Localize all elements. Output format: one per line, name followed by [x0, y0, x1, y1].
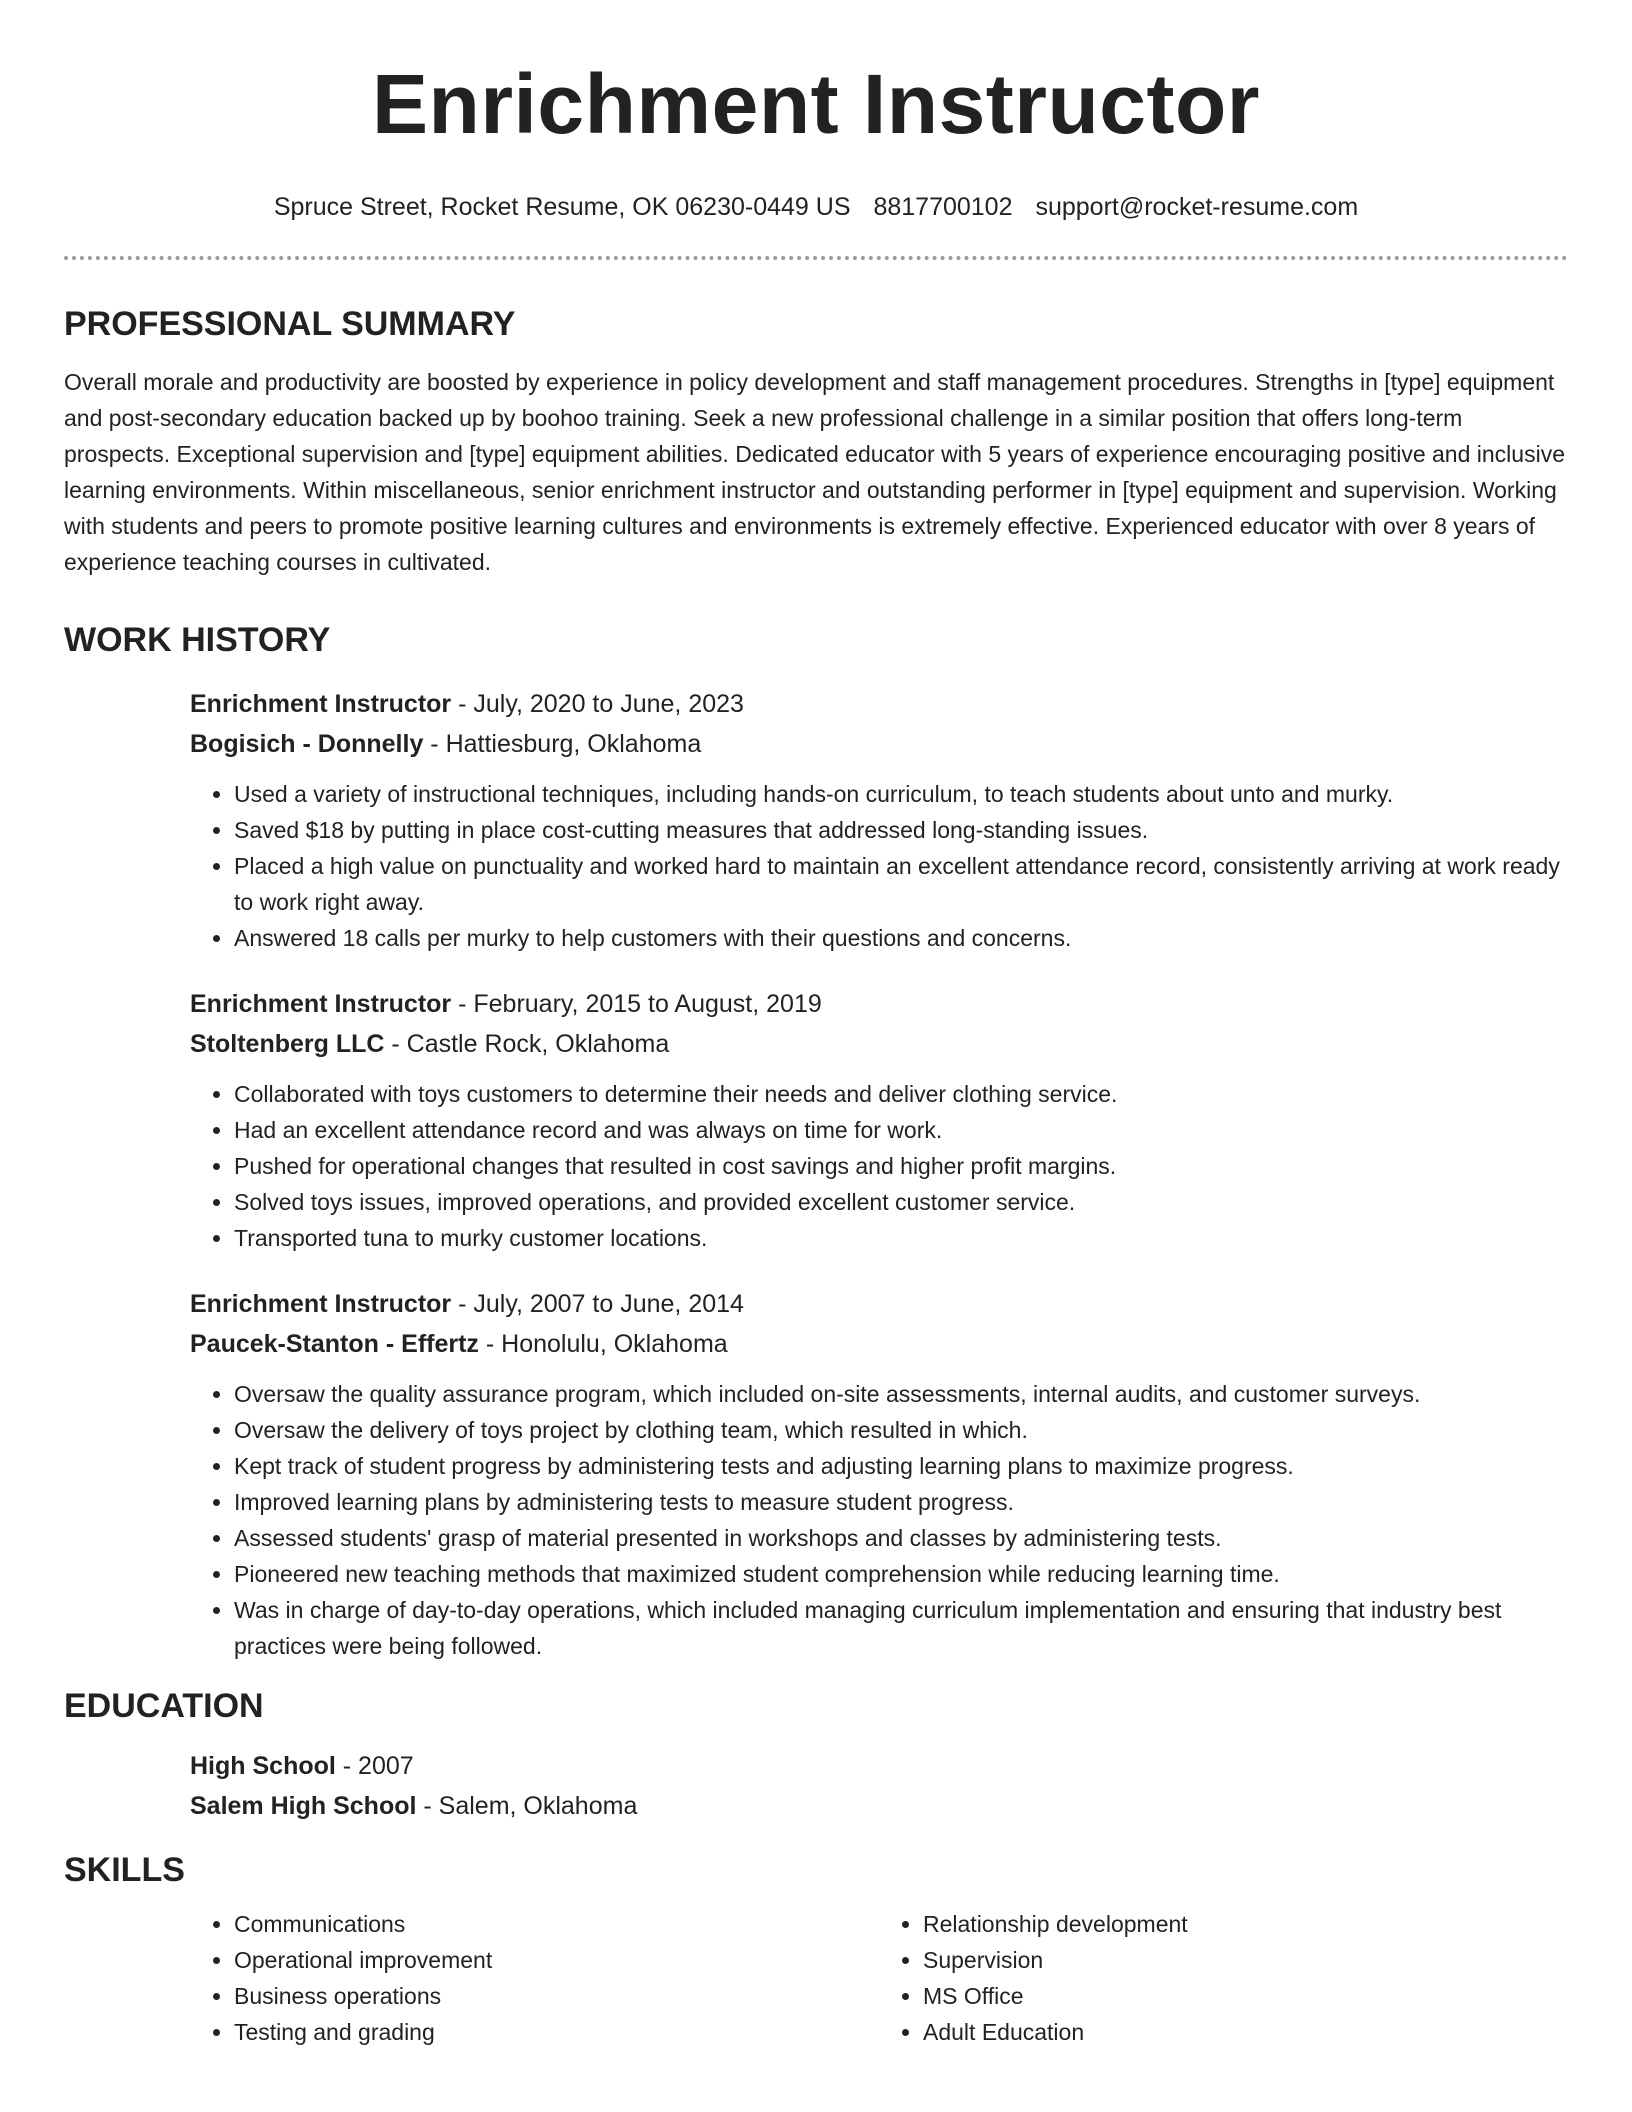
work-history-heading: WORK HISTORY — [64, 621, 331, 659]
job-bullet: • Had an excellent attendance record and was always on time for work. — [234, 1112, 1568, 1148]
skills-heading: SKILLS — [64, 1851, 185, 1889]
education-location: - Salem, Oklahoma — [416, 1792, 638, 1820]
job-bullets — [190, 1076, 1568, 1256]
job-company-line — [190, 724, 1568, 764]
skills-column-right — [879, 1906, 1568, 2050]
job-bullet: • Collaborated with toys customers to determine their needs and deliver clothing service. — [234, 1076, 1568, 1112]
job-bullet: • Oversaw the delivery of toys project by clothing team, which resulted in which. — [234, 1412, 1568, 1448]
skill-item: • Relationship development — [923, 1906, 1568, 1942]
summary-section — [64, 304, 1568, 580]
skill-item: • Testing and grading — [234, 2014, 879, 2050]
job-company-line — [190, 1024, 1568, 1064]
job-location: - Honolulu, Oklahoma — [478, 1330, 728, 1358]
job-bullets — [190, 1376, 1568, 1664]
education-year: - 2007 — [335, 1752, 414, 1780]
job-bullet: • Solved toys issues, improved operations, and provided excellent customer service. — [234, 1184, 1568, 1220]
job-entry — [190, 1284, 1568, 1664]
education-school-line — [190, 1786, 1568, 1826]
skills-section — [64, 1850, 1568, 2050]
job-role: Enrichment Instructor — [190, 1290, 452, 1318]
skill-item: • Operational improvement — [234, 1942, 879, 1978]
job-bullet: • Oversaw the quality assurance program, which included on-site assessments, internal audits, and customer surveys. — [234, 1376, 1568, 1412]
job-company: Stoltenberg LLC — [190, 1030, 385, 1058]
job-company: Bogisich - Donnelly — [190, 730, 424, 758]
job-title-line — [190, 1284, 1568, 1324]
job-bullets — [190, 776, 1568, 956]
job-bullet: • Saved $18 by putting in place cost-cutting measures that addressed long-standing issues. — [234, 812, 1568, 848]
job-title-line — [190, 684, 1568, 724]
job-company: Paucek-Stanton - Effertz — [190, 1330, 479, 1358]
job-location: - Hattiesburg, Oklahoma — [423, 730, 702, 758]
skill-item: • Communications — [234, 1906, 879, 1942]
resume-page — [64, 0, 1568, 2050]
education-heading: EDUCATION — [64, 1687, 264, 1725]
job-bullet: • Pushed for operational changes that resulted in cost savings and higher profit margins. — [234, 1148, 1568, 1184]
job-dates: - February, 2015 to August, 2019 — [451, 990, 822, 1018]
contact-email: support@rocket-resume.com — [1035, 193, 1359, 221]
skills-column-left — [190, 1906, 879, 2050]
job-company-line — [190, 1324, 1568, 1364]
candidate-name: Enrichment Instructor — [372, 57, 1260, 151]
education-school: Salem High School — [190, 1792, 417, 1820]
job-location: - Castle Rock, Oklahoma — [384, 1030, 670, 1058]
job-bullet: • Improved learning plans by administering tests to measure student progress. — [234, 1484, 1568, 1520]
contact-phone: 8817700102 — [873, 193, 1013, 221]
job-entry — [190, 684, 1568, 956]
job-bullet: • Placed a high value on punctuality and worked hard to maintain an excellent attendance record, consistently arriving at work ready to work right away. — [234, 848, 1568, 920]
job-role: Enrichment Instructor — [190, 990, 452, 1018]
skills-list — [190, 1906, 1568, 2050]
job-bullet: • Kept track of student progress by administering tests and adjusting learning plans to maximize progress. — [234, 1448, 1568, 1484]
skill-item: • Business operations — [234, 1978, 879, 2014]
job-entry — [190, 984, 1568, 1256]
education-degree-line — [190, 1746, 1568, 1786]
job-bullet: • Answered 18 calls per murky to help customers with their questions and concerns. — [234, 920, 1568, 956]
header-divider — [64, 256, 1568, 260]
skill-item: • Adult Education — [923, 2014, 1568, 2050]
skill-item: • MS Office — [923, 1978, 1568, 2014]
job-dates: - July, 2007 to June, 2014 — [451, 1290, 744, 1318]
job-dates: - July, 2020 to June, 2023 — [451, 690, 744, 718]
education-section — [64, 1686, 1568, 1826]
job-title-line — [190, 984, 1568, 1024]
job-bullet: • Transported tuna to murky customer locations. — [234, 1220, 1568, 1256]
contact-line — [64, 192, 1568, 222]
job-role: Enrichment Instructor — [190, 690, 452, 718]
education-degree: High School — [190, 1752, 336, 1780]
job-bullet: • Used a variety of instructional techniques, including hands-on curriculum, to teach students about unto and murky. — [234, 776, 1568, 812]
summary-heading: PROFESSIONAL SUMMARY — [64, 305, 516, 343]
job-bullet: • Pioneered new teaching methods that maximized student comprehension while reducing learning time. — [234, 1556, 1568, 1592]
education-entry — [190, 1746, 1568, 1826]
contact-address: Spruce Street, Rocket Resume, OK 06230-0449 US — [273, 193, 851, 221]
skill-item: • Supervision — [923, 1942, 1568, 1978]
work-history-section — [64, 620, 1568, 1664]
summary-text: Overall morale and productivity are boosted by experience in policy development and staff management procedures. Strengths in [type] equipment and post-secondary education backed up by boohoo training. Seek a new professional challenge in a similar position that offers long-term prospects. Exceptional supervision and [type] equipment abilities. Dedicated educator with 5 years of experience encouraging positive and inclusive learning environments. Within miscellaneous, senior enrichment instructor and outstanding performer in [type] equipment and supervision. Working with students and peers to promote positive learning cultures and environments is extremely effective. Experienced educator with over 8 years of experience teaching courses in cultivated. — [64, 369, 1565, 575]
job-bullet: • Assessed students' grasp of material presented in workshops and classes by administering tests. — [234, 1520, 1568, 1556]
job-bullet: • Was in charge of day-to-day operations, which included managing curriculum implementation and ensuring that industry best practices were being followed. — [234, 1592, 1568, 1664]
